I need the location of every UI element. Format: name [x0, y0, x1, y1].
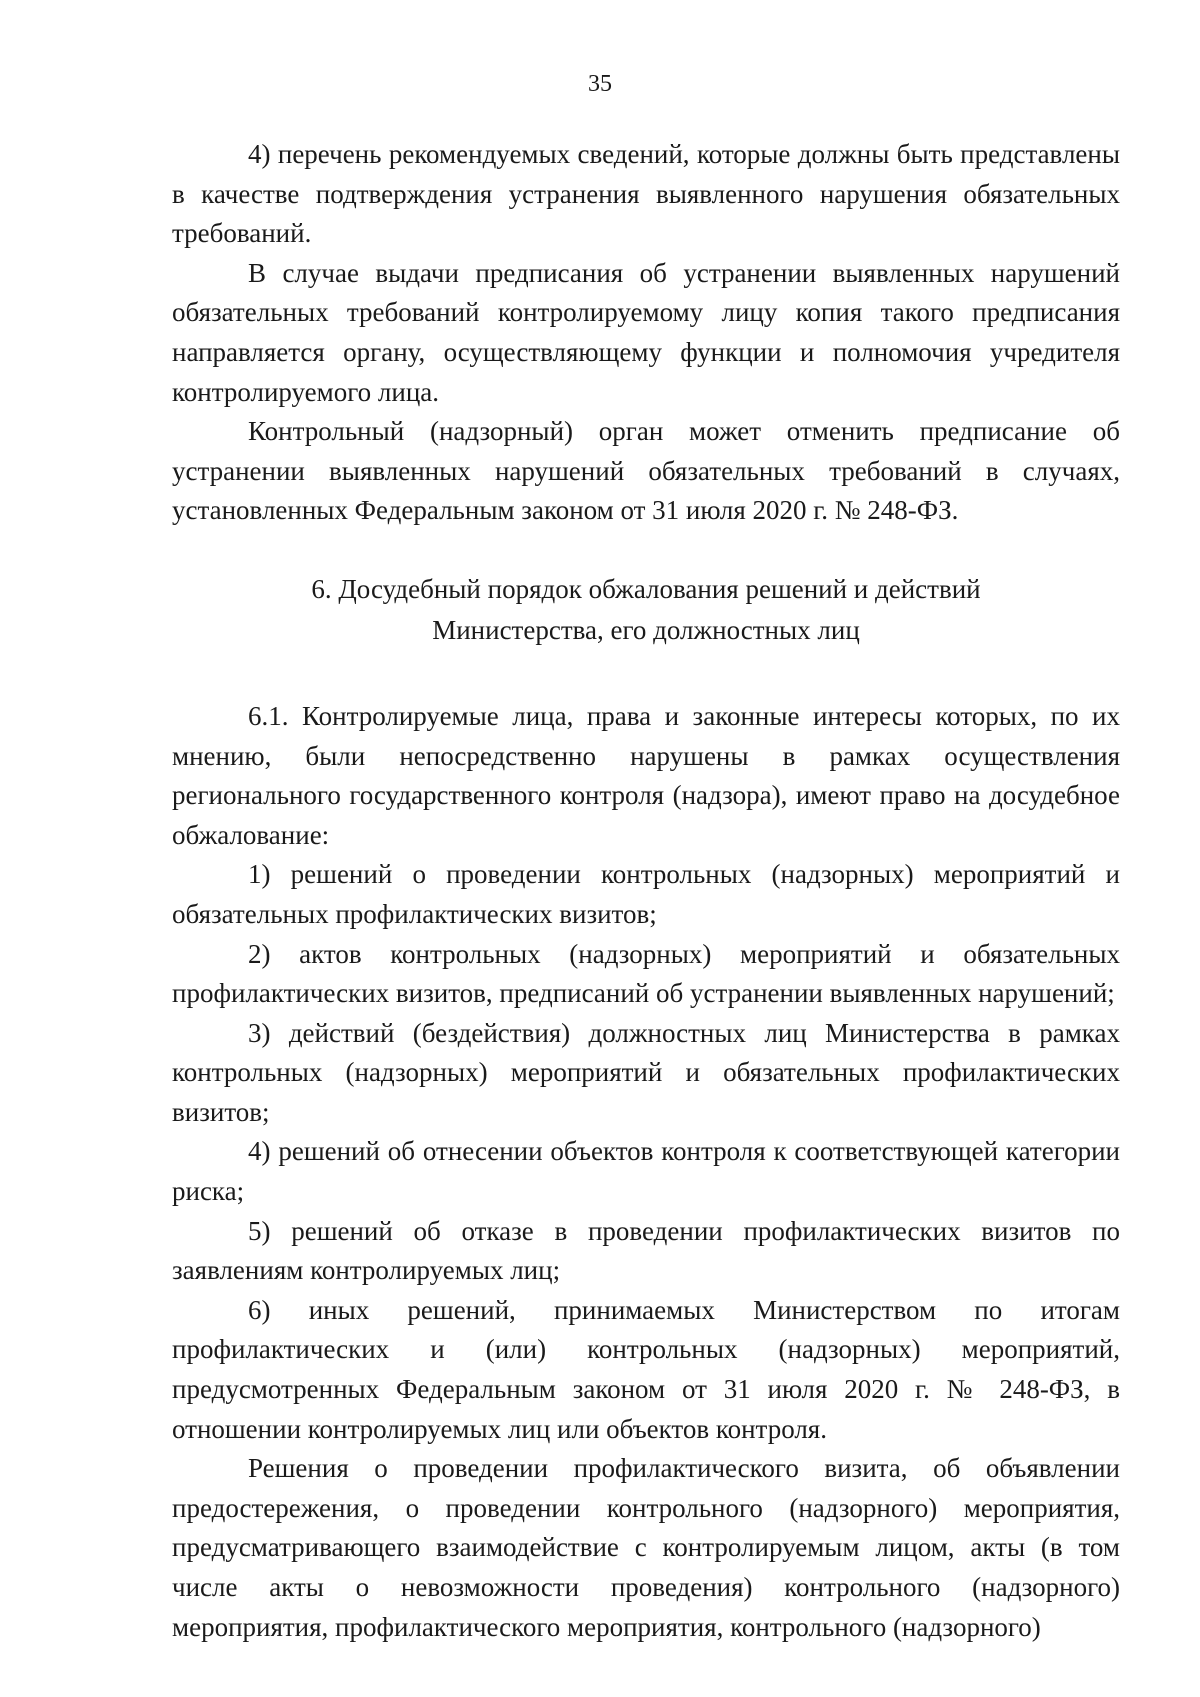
- document-body: [172, 135, 1120, 1647]
- section-heading-line: Министерства, его должностных лиц: [432, 614, 860, 645]
- list-item: 6) иных решений, принимаемых Министерством по итогам профилактических и (или) контрольных (надзорных) мероприятий, предусмотренных Федеральным законом от 31 июля 2020 г. № 248-ФЗ, в отношении контролируемых лиц или объектов контроля.: [172, 1294, 1120, 1444]
- list-item: 5) решений об отказе в проведении профилактических визитов по заявлениям контролируемых лиц;: [172, 1215, 1120, 1286]
- spacer: [172, 651, 1120, 697]
- spacer: [172, 531, 1120, 569]
- list-item: 2) актов контрольных (надзорных) мероприятий и обязательных профилактических визитов, предписаний об устранении выявленных нарушений;: [172, 938, 1120, 1009]
- paragraph: 6.1. Контролируемые лица, права и законные интересы которых, по их мнению, были непосредственно нарушены в рамках осуществления регионального государственного контроля (надзора), имеют право на досудебное обжалование:: [172, 700, 1120, 850]
- paragraph: В случае выдачи предписания об устранении выявленных нарушений обязательных требований контролируемому лицу копия такого предписания направляется органу, осуществляющему функции и полномочия учредителя контролируемого лица.: [172, 257, 1120, 407]
- page-number: 35: [588, 71, 612, 97]
- section-heading-line: 6. Досудебный порядок обжалования решений и действий: [311, 573, 981, 604]
- paragraph: 4) перечень рекомендуемых сведений, которые должны быть представлены в качестве подтверждения устранения выявленного нарушения обязательных требований.: [172, 139, 1120, 249]
- list-item: 3) действий (бездействия) должностных лиц Министерства в рамках контрольных (надзорных) мероприятий и обязательных профилактических визитов;: [172, 1017, 1120, 1127]
- list-item: 4) решений об отнесении объектов контроля к соответствующей категории риска;: [172, 1136, 1120, 1207]
- list-item: 1) решений о проведении контрольных (надзорных) мероприятий и обязательных профилактических визитов;: [172, 859, 1120, 929]
- paragraph: Решения о проведении профилактического визита, об объявлении предостережения, о проведении контрольного (надзорного) мероприятия, предусматривающего взаимодействие с контролируемым лицом, акты (в том числе акты о невозможности проведения) контрольного (надзорного) мероприятия, профилактического мероприятия, контрольного (надзорного): [172, 1453, 1120, 1642]
- paragraph: Контрольный (надзорный) орган может отменить предписание об устранении выявленных нарушений обязательных требований в случаях, установленных Федеральным законом от 31 июля 2020 г. № 248-ФЗ.: [172, 416, 1120, 526]
- section-heading: [172, 569, 1120, 651]
